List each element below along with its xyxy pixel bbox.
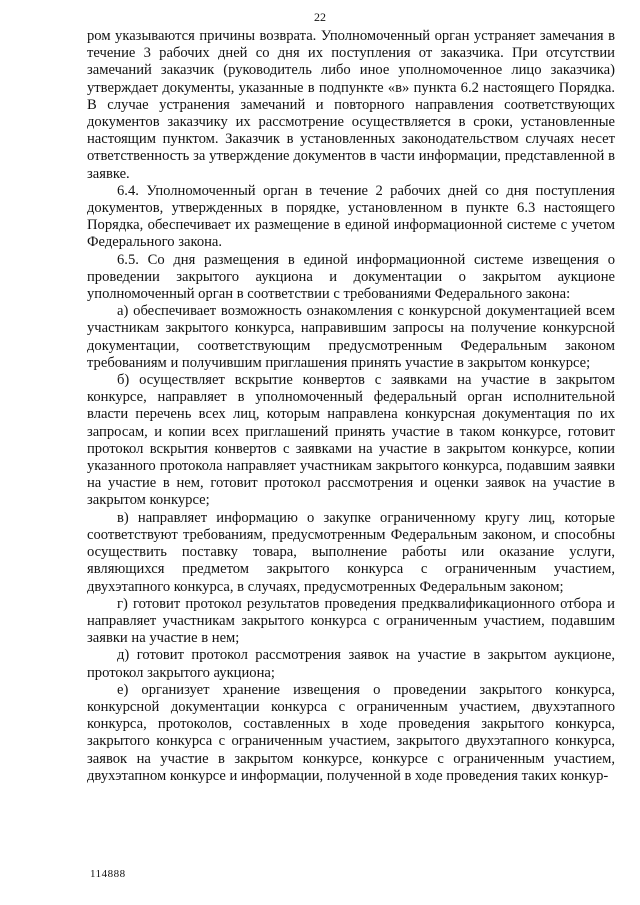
subitem-v: в) направляет информацию о закупке ограниченному кругу лиц, которые соответствуют требованиям, предусмотренным Федеральным законом, и способны осуществить поставку товара, выполнение работы или оказание услуги, являющихся предметом закрытого конкурса с ограниченным участием, двухэтапного конкурса, в случаях, предусмотренных Федеральным законом;: [87, 509, 615, 595]
subitem-e: е) организует хранение извещения о проведении закрытого конкурса, конкурсной документации конкурса с ограниченным участием, двухэтапного конкурса, протоколов, составленных в ходе проведения закрытого конкурса, закрытого конкурса с ограниченным участием, закрытого двухэтапного конкурса, заявок на участие в закрытом конкурсе, конкурсе с ограниченным участием, двухэтапном конкурсе и информации, полученной в ходе проведения таких конкур-: [87, 681, 615, 784]
subitem-g: г) готовит протокол результатов проведения предквалификационного отбора и направляет участникам закрытого конкурса с ограниченным участием, подавшим заявки на участие в нем;: [87, 595, 615, 647]
document-body: [87, 28, 615, 785]
page-number: 22: [314, 10, 326, 24]
paragraph-6-5: 6.5. Со дня размещения в единой информационной системе извещения о проведении закрытого аукциона и документации о закрытом аукционе уполномоченный орган в соответствии с требованиями Федерального закона:: [87, 251, 615, 303]
subitem-b: б) осуществляет вскрытие конвертов с заявками на участие в закрытом конкурсе, направляет в уполномоченный федеральный орган исполнительной власти перечень всех лиц, которым направлена конкурсная документация по их запросам, и копии всех приглашений принять участие в таком конкурсе, готовит протокол вскрытия конвертов с заявками на участие в закрытом конкурсе, копии указанного протокола направляет участникам закрытого конкурса, подавшим заявки на участие в нем, готовит протокол рассмотрения и оценки заявок на участие в закрытом конкурсе;: [87, 372, 615, 509]
subitem-a: а) обеспечивает возможность ознакомления с конкурсной документацией всем участникам закрытого конкурса, направившим запросы на получение конкурсной документации, соответствующим предусмотренным Федеральным законом требованиям и получившим приглашения принять участие в закрытом конкурсе;: [87, 303, 615, 371]
document-footer-code: 114888: [90, 868, 126, 880]
paragraph-6-4: 6.4. Уполномоченный орган в течение 2 рабочих дней со дня поступления документов, утвержденных в порядке, установленном в пункте 6.3 настоящего Порядка, обеспечивает их размещение в единой информационной системе с учетом Федерального закона.: [87, 182, 615, 251]
subitem-d: д) готовит протокол рассмотрения заявок на участие в закрытом аукционе, протокол закрытого аукциона;: [87, 647, 615, 681]
paragraph-6-3-continuation: ром указываются причины возврата. Уполномоченный орган устраняет замечания в течение 3 рабочих дней со дня их поступления от заказчика. При отсутствии замечаний заказчик (руководитель либо иное уполномоченное лицо заказчика) утверждает документы, указанные в подпункте «в» пункта 6.2 настоящего Порядка. В случае устранения замечаний и повторного направления соответствующих документов заказчику их рассмотрение осуществляется в сроки, установленные настоящим пунктом. Заказчик в установленных законодательством случаях несет ответственность за утверждение документов в части информации, представленной в заявке.: [87, 28, 615, 182]
